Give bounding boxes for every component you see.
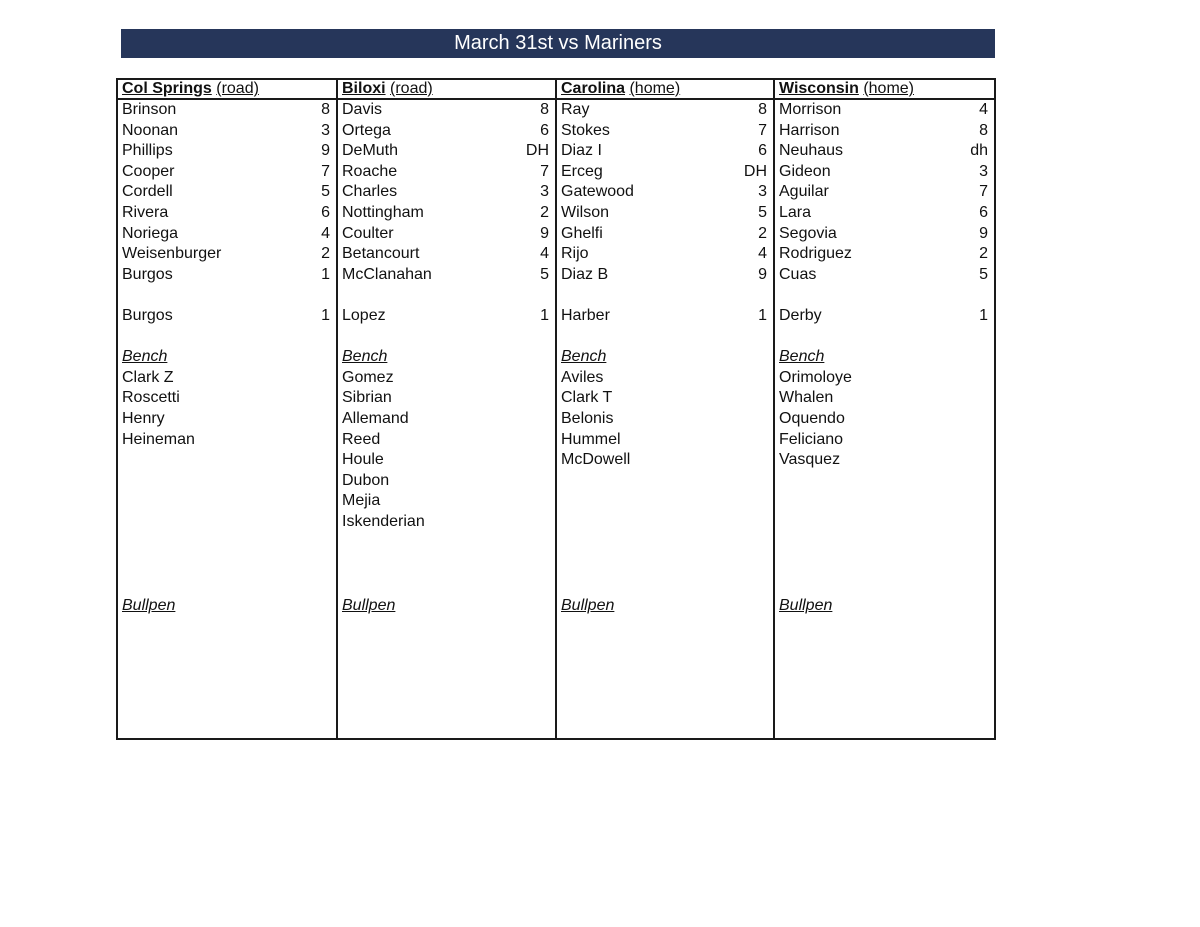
lineup-row	[557, 121, 773, 142]
bench-player-name: Feliciano	[779, 430, 844, 448]
player-name: Wilson	[561, 203, 610, 221]
bench-player	[775, 450, 994, 471]
bench-player	[338, 409, 555, 430]
player-position: 1	[321, 265, 330, 283]
lineup-row	[338, 182, 555, 203]
bench-player-name: Houle	[342, 451, 384, 469]
player-name: Ghelfi	[561, 224, 603, 242]
player-position: 6	[540, 121, 549, 139]
bench-player	[118, 368, 336, 389]
bench-player	[775, 388, 994, 409]
starting-pitcher-position: 1	[321, 306, 330, 324]
bench-player-name: Vasquez	[779, 451, 841, 469]
lineup-row	[118, 224, 336, 245]
player-name: Rijo	[561, 245, 589, 263]
team-column-biloxi	[338, 80, 557, 738]
player-position: DH	[743, 162, 767, 180]
player-name: Diaz B	[561, 265, 609, 283]
team-column-col-springs	[118, 80, 338, 738]
bench-player	[557, 409, 773, 430]
lineup-row	[557, 203, 773, 224]
starting-pitcher-name: Derby	[779, 306, 822, 324]
bench-player-name: Hummel	[561, 430, 621, 448]
player-name: Weisenburger	[122, 245, 222, 263]
player-name: Roache	[342, 162, 398, 180]
player-name: Ortega	[342, 121, 391, 139]
team-venue: (home)	[629, 80, 681, 97]
player-name: Diaz I	[561, 142, 602, 160]
player-name: McClanahan	[342, 265, 432, 283]
player-name: Gideon	[779, 162, 831, 180]
player-name: Rivera	[122, 203, 169, 221]
player-position: 5	[321, 183, 330, 201]
lineup-row	[118, 162, 336, 183]
team-name: Wisconsin	[779, 80, 859, 97]
lineup-row	[118, 100, 336, 121]
player-position: 8	[321, 101, 330, 118]
bench-player	[557, 430, 773, 451]
bench-player-name: Sibrian	[342, 389, 392, 407]
player-name: Phillips	[122, 142, 173, 160]
player-position: 9	[758, 265, 767, 283]
starting-pitcher-name: Lopez	[342, 306, 386, 324]
team-venue: (road)	[216, 80, 259, 97]
player-position: 7	[758, 121, 767, 139]
player-position: 3	[758, 183, 767, 201]
team-venue: (road)	[390, 80, 433, 97]
player-position: 8	[979, 121, 988, 139]
bench-player-name: Roscetti	[122, 389, 180, 407]
bench-player-name: Henry	[122, 409, 165, 427]
bench-player	[775, 430, 994, 451]
lineup-row	[557, 224, 773, 245]
player-position: 9	[979, 224, 988, 242]
bullpen-label: Bullpen	[779, 597, 833, 614]
lineup-row	[338, 121, 555, 142]
bench-player	[338, 491, 555, 512]
bench-player	[557, 368, 773, 389]
bench-player	[118, 388, 336, 409]
player-name: Segovia	[779, 224, 837, 242]
lineup-row	[338, 265, 555, 286]
lineup-row	[775, 141, 994, 162]
bench-player	[557, 388, 773, 409]
starting-pitcher-row	[338, 306, 555, 327]
player-position: 5	[540, 265, 549, 283]
lineup-row	[118, 182, 336, 203]
player-position: dh	[970, 142, 988, 160]
lineup-row	[118, 121, 336, 142]
player-position: 7	[979, 183, 988, 201]
bench-player	[338, 430, 555, 451]
player-position: 9	[540, 224, 549, 242]
player-position: 2	[321, 245, 330, 263]
bench-player-name: Mejia	[342, 492, 381, 510]
team-header	[557, 80, 773, 100]
lineup-row	[118, 141, 336, 162]
player-position: 4	[979, 101, 988, 118]
player-name: Brinson	[122, 101, 177, 118]
lineup-row	[775, 182, 994, 203]
player-position: 2	[758, 224, 767, 242]
spacer	[775, 285, 994, 306]
player-name: Coulter	[342, 224, 394, 242]
team-column-wisconsin	[775, 80, 994, 738]
player-position: 4	[321, 224, 330, 242]
bench-label: Bench	[342, 348, 388, 366]
lineup-row	[118, 244, 336, 265]
player-position: 7	[540, 162, 549, 180]
bench-player-name: Dubon	[342, 471, 390, 489]
bench-player	[338, 450, 555, 471]
lineup-row	[557, 141, 773, 162]
page-title: March 31st vs Mariners	[121, 29, 995, 58]
player-position: 4	[540, 245, 549, 263]
spacer	[557, 285, 773, 306]
spacer	[118, 285, 336, 306]
lineup-row	[775, 162, 994, 183]
team-header	[118, 80, 336, 100]
bench-player-name: Clark T	[561, 389, 613, 407]
player-name: Noriega	[122, 224, 179, 242]
lineup-row	[338, 141, 555, 162]
spacer	[338, 327, 555, 348]
player-position: 2	[979, 245, 988, 263]
team-name: Carolina	[561, 80, 626, 97]
player-position: 3	[979, 162, 988, 180]
player-name: DeMuth	[342, 142, 399, 160]
lineup-row	[775, 121, 994, 142]
player-position: 5	[758, 203, 767, 221]
bench-label: Bench	[561, 348, 607, 366]
bench-player-name: Aviles	[561, 368, 604, 386]
bench-player-name: Belonis	[561, 409, 614, 427]
bench-player-name: Allemand	[342, 409, 409, 427]
team-column-carolina	[557, 80, 775, 738]
lineup-row	[338, 244, 555, 265]
bench-player-name: Orimoloye	[779, 368, 852, 386]
team-name: Biloxi	[342, 80, 386, 97]
bench-player	[338, 388, 555, 409]
lineup-row	[557, 162, 773, 183]
bench-player-name: Clark Z	[122, 368, 174, 386]
lineup-row	[557, 244, 773, 265]
player-name: Cordell	[122, 183, 173, 201]
lineup-row	[118, 265, 336, 286]
player-position: 7	[321, 162, 330, 180]
player-name: Erceg	[561, 162, 603, 180]
lineup-row	[775, 244, 994, 265]
bullpen-label: Bullpen	[342, 597, 396, 614]
player-name: Gatewood	[561, 183, 634, 201]
bench-player-name: Reed	[342, 430, 381, 448]
lineup-row	[775, 224, 994, 245]
team-header	[338, 80, 555, 100]
lineup-row	[775, 203, 994, 224]
bench-label: Bench	[122, 348, 168, 366]
player-name: Betancourt	[342, 245, 420, 263]
lineup-row	[338, 224, 555, 245]
player-name: Stokes	[561, 121, 610, 139]
bench-player-name: Heineman	[122, 430, 195, 448]
player-name: Neuhaus	[779, 142, 844, 160]
player-position: 8	[540, 101, 549, 118]
bench-player-name: Iskenderian	[342, 512, 425, 530]
bench-player-name: McDowell	[561, 451, 631, 469]
player-position: 2	[540, 203, 549, 221]
player-position: 3	[540, 183, 549, 201]
spacer	[338, 285, 555, 306]
starting-pitcher-position: 1	[979, 306, 988, 324]
player-name: Davis	[342, 101, 383, 118]
lineup-row	[338, 203, 555, 224]
starting-pitcher-row	[775, 306, 994, 327]
player-name: Rodriguez	[779, 245, 852, 263]
player-name: Ray	[561, 101, 590, 118]
player-position: 4	[758, 245, 767, 263]
lineup-row	[557, 182, 773, 203]
spacer	[557, 327, 773, 348]
starting-pitcher-position: 1	[758, 306, 767, 324]
player-name: Noonan	[122, 121, 179, 139]
player-position: DH	[525, 142, 549, 160]
starting-pitcher-name: Harber	[561, 306, 610, 324]
bench-player	[338, 471, 555, 492]
team-venue: (home)	[863, 80, 915, 97]
player-position: 6	[758, 142, 767, 160]
player-position: 9	[321, 142, 330, 160]
player-position: 5	[979, 265, 988, 283]
lineup-row	[338, 100, 555, 121]
bench-player-name: Whalen	[779, 389, 834, 407]
lineup-table	[116, 78, 996, 740]
player-name: Nottingham	[342, 203, 424, 221]
bench-player	[338, 368, 555, 389]
player-position: 8	[758, 101, 767, 118]
bench-player	[557, 450, 773, 471]
spacer	[775, 327, 994, 348]
lineup-row	[775, 100, 994, 121]
player-name: Lara	[779, 203, 812, 221]
lineup-row	[557, 265, 773, 286]
player-name: Morrison	[779, 101, 842, 118]
starting-pitcher-position: 1	[540, 306, 549, 324]
lineup-row	[557, 100, 773, 121]
starting-pitcher-row	[557, 306, 773, 327]
bench-player	[338, 512, 555, 533]
bullpen-label: Bullpen	[561, 597, 615, 614]
starting-pitcher-row	[118, 306, 336, 327]
bench-player	[118, 409, 336, 430]
spacer	[118, 327, 336, 348]
player-position: 6	[979, 203, 988, 221]
lineup-row	[338, 162, 555, 183]
bench-player	[775, 409, 994, 430]
bench-player	[118, 430, 336, 451]
player-name: Cuas	[779, 265, 817, 283]
bullpen-label: Bullpen	[122, 597, 176, 614]
player-position: 3	[321, 121, 330, 139]
player-name: Harrison	[779, 121, 840, 139]
bench-label: Bench	[779, 348, 825, 366]
bench-player-name: Gomez	[342, 368, 394, 386]
player-name: Charles	[342, 183, 398, 201]
lineup-row	[118, 203, 336, 224]
player-name: Burgos	[122, 265, 173, 283]
team-header	[775, 80, 994, 100]
team-name: Col Springs	[122, 80, 212, 97]
bench-player	[775, 368, 994, 389]
bench-player-name: Oquendo	[779, 409, 845, 427]
player-name: Aguilar	[779, 183, 829, 201]
player-name: Cooper	[122, 162, 175, 180]
starting-pitcher-name: Burgos	[122, 306, 173, 324]
player-position: 6	[321, 203, 330, 221]
lineup-row	[775, 265, 994, 286]
